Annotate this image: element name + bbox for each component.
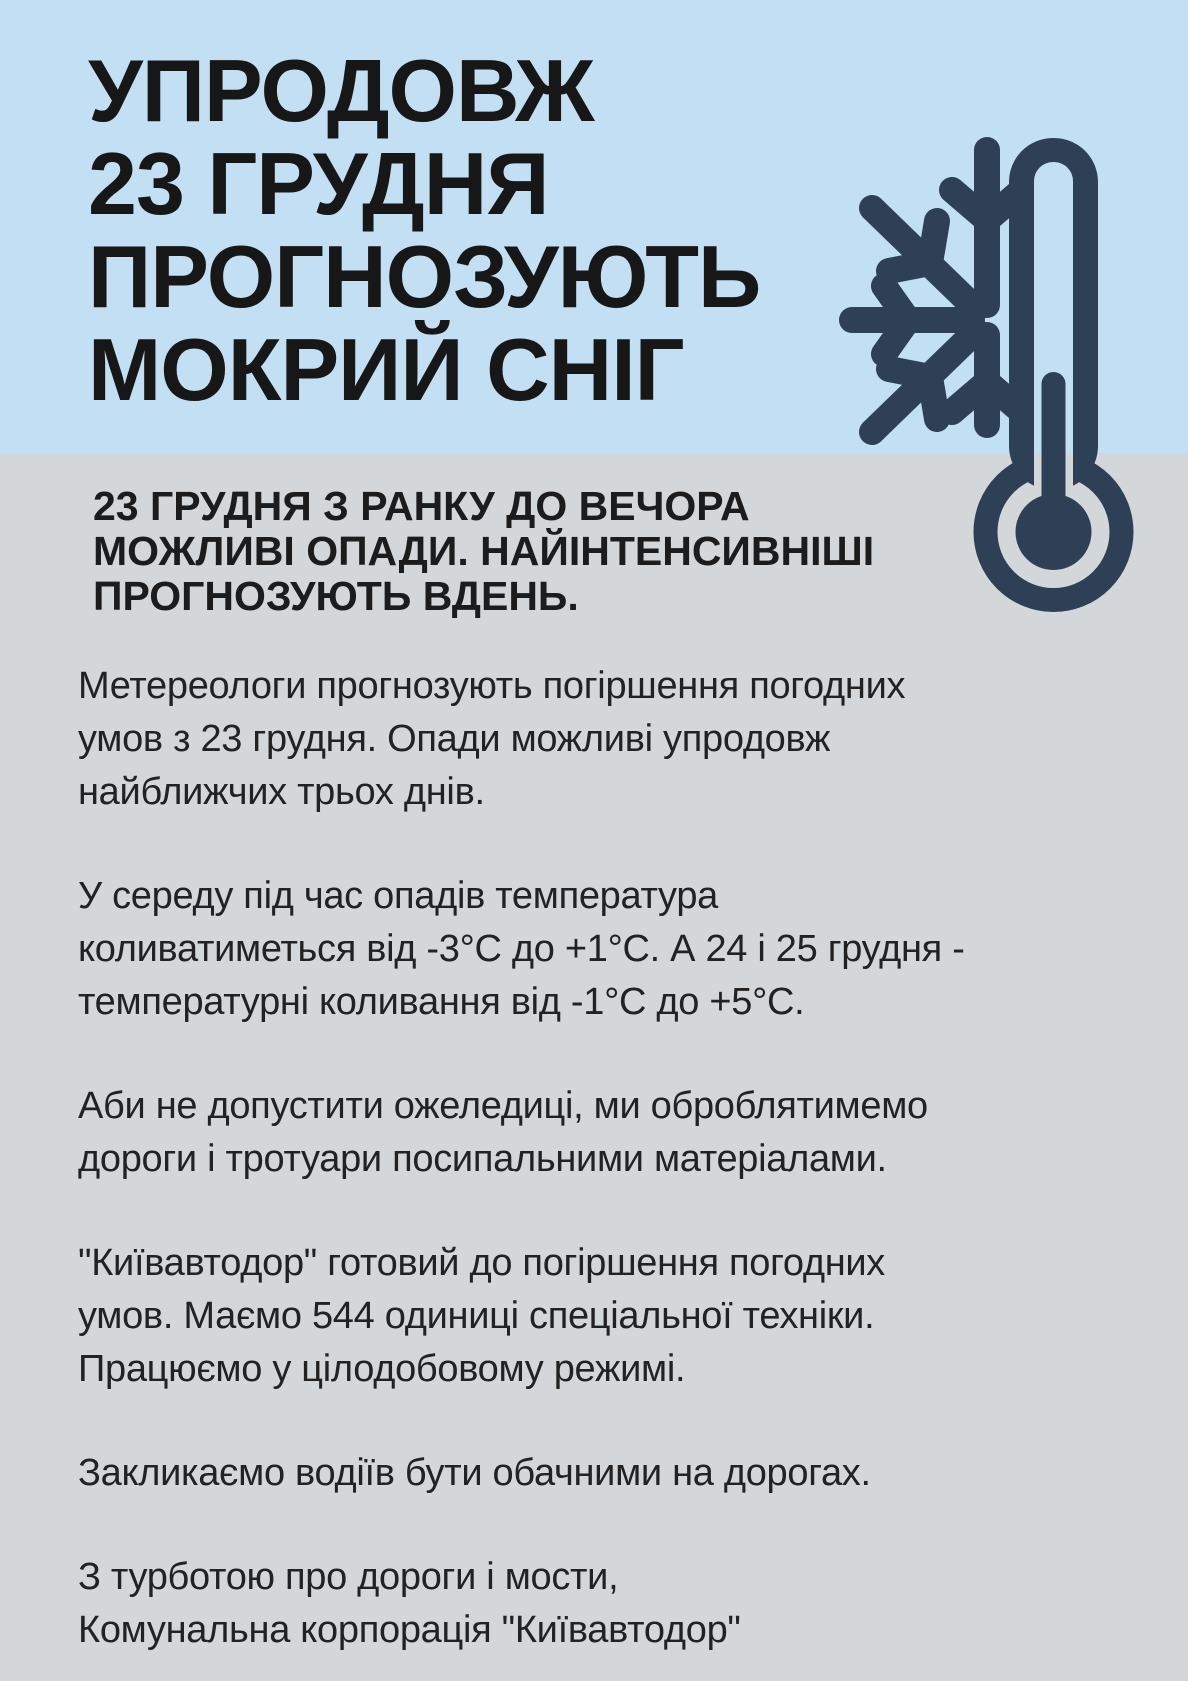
body-line: коливатиметься від -3°С до +1°С. А 24 і 25 грудня - [78, 928, 965, 970]
title-line: МОКРИЙ СНІГ [88, 320, 684, 419]
subtitle-line: ПРОГНОЗУЮТЬ ВДЕНЬ. [93, 573, 579, 619]
paragraph-readiness [78, 1237, 965, 1396]
announcement-body [78, 660, 965, 1681]
body-line: Аби не допустити ожеледиці, ми оброблятимемо [78, 1085, 928, 1127]
body-line: найближчих трьох днів. [78, 771, 485, 813]
subtitle [93, 484, 874, 619]
body-line: Метереологи прогнозують погіршення погодних [78, 665, 906, 707]
paragraph-drivers-warning [78, 1447, 965, 1500]
paragraph-road-treatment [78, 1080, 965, 1186]
body-line: умов з 23 грудня. Опади можливі упродовж [78, 718, 831, 760]
body-line: Працюємо у цілодобовому режимі. [78, 1348, 686, 1390]
paragraph-forecast [78, 660, 965, 819]
page-title [88, 41, 761, 419]
paragraph-temperature [78, 870, 965, 1029]
title-line: ПРОГНОЗУЮТЬ [88, 227, 761, 326]
subtitle-line: МОЖЛИВІ ОПАДИ. НАЙІНТЕНСИВНІШІ [93, 528, 875, 574]
title-line: УПРОДОВЖ [88, 41, 594, 140]
body-line: З турботою про дороги і мости, [78, 1556, 619, 1598]
body-line: умов. Маємо 544 одиниці спеціальної техніки. [78, 1295, 875, 1337]
body-line: дороги і тротуари посипальними матеріалами. [78, 1138, 887, 1180]
body-line: Закликаємо водіїв бути обачними на дорогах. [78, 1452, 871, 1494]
subtitle-line: 23 ГРУДНЯ З РАНКУ ДО ВЕЧОРА [93, 483, 750, 529]
title-line: 23 ГРУДНЯ [88, 134, 549, 233]
body-line: Комунальна корпорація "Київавтодор" [78, 1609, 741, 1651]
body-line: У середу під час опадів температура [78, 875, 718, 917]
paragraph-signature [78, 1551, 965, 1657]
snowflake-icon [852, 150, 1022, 432]
body-line: "Київавтодор" готовий до погіршення погодних [78, 1242, 886, 1284]
body-line: температурні коливання від -1°С до +5°С. [78, 981, 805, 1023]
